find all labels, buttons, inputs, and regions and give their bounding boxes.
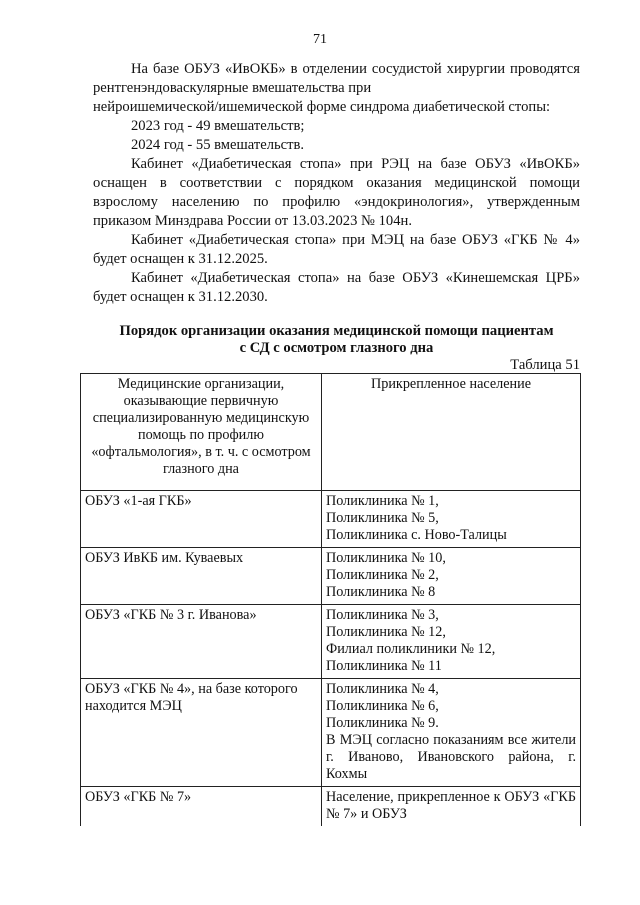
- paragraph-rec-cabinet: Кабинет «Диабетическая стопа» при РЭЦ на базе ОБУЗ «ИвОКБ» оснащен в соответствии с порядком оказания медицинской помощи взрослому населению по профилю «эндокринология», утвержденным приказом Минздрава России от 13.03.2023 № 104н.: [93, 156, 580, 229]
- org-cell: ОБУЗ ИвКБ им. Куваевых: [81, 548, 322, 605]
- attached-line: Поликлиника № 5,: [326, 510, 439, 526]
- stat-2023: 2023 год - 49 вмешательств;: [131, 118, 305, 134]
- table-caption: Таблица 51: [510, 357, 580, 373]
- body-text: [93, 60, 580, 307]
- attached-line: Население, прикрепленное к ОБУЗ «ГКБ № 7» и ОБУЗ: [326, 789, 576, 822]
- table-row: [81, 491, 581, 548]
- attached-line: Поликлиника № 1,: [326, 493, 439, 509]
- attached-line: Поликлиника № 8: [326, 584, 436, 600]
- attached-line: Поликлиника с. Ново-Талицы: [326, 527, 507, 543]
- paragraph-kineshma-cabinet: Кабинет «Диабетическая стопа» на базе ОБУЗ «Кинешемская ЦРБ» будет оснащен к 31.12.2030.: [93, 270, 580, 305]
- attached-line: Поликлиника № 6,: [326, 698, 439, 714]
- section-title: [93, 323, 580, 357]
- paragraph-surgery: [93, 60, 580, 117]
- attached-line: Поликлиника № 2,: [326, 567, 439, 583]
- table-row: [81, 679, 581, 787]
- table-header-row: [81, 374, 581, 491]
- section-title-line-1: Порядок организации оказания медицинской помощи пациентам: [119, 323, 554, 339]
- ophthalmology-table: [80, 373, 581, 826]
- attached-line: Поликлиника № 10,: [326, 550, 446, 566]
- attached-cell: [322, 605, 581, 679]
- section-title-line-2: с СД с осмотром глазного дна: [239, 340, 434, 356]
- org-cell: ОБУЗ «1-ая ГКБ»: [81, 491, 322, 548]
- paragraph-mec-cabinet: Кабинет «Диабетическая стопа» при МЭЦ на базе ОБУЗ «ГКБ № 4» будет оснащен к 31.12.2025.: [93, 232, 580, 267]
- org-cell: ОБУЗ «ГКБ № 7»: [81, 787, 322, 827]
- attached-line: Поликлиника № 9.: [326, 715, 439, 731]
- stat-2024: 2024 год - 55 вмешательств.: [131, 137, 305, 153]
- org-cell: ОБУЗ «ГКБ № 3 г. Иванова»: [81, 605, 322, 679]
- attached-line: Поликлиника № 4,: [326, 681, 439, 697]
- attached-line: Поликлиника № 3,: [326, 607, 439, 623]
- page-number: 71: [313, 32, 327, 47]
- attached-cell: [322, 679, 581, 787]
- table-row: [81, 787, 581, 827]
- paragraph-surgery-line-2: нейроишемической/ишемической форме синдрома диабетической стопы:: [93, 99, 551, 115]
- header-attached-population: Прикрепленное население: [322, 374, 581, 491]
- attached-line: Поликлиника № 12,: [326, 624, 446, 640]
- attached-cell: [322, 548, 581, 605]
- table-row: [81, 548, 581, 605]
- attached-line: Поликлиника № 11: [326, 658, 442, 674]
- attached-line: В МЭЦ согласно показаниям все жители г. Иваново, Ивановского района, г. Кохмы: [326, 732, 576, 782]
- attached-line: Филиал поликлиники № 12,: [326, 641, 496, 657]
- header-organizations: Медицинские организации, оказывающие первичную специализированную медицинскую помощь по профилю «офтальмология», в т. ч. с осмотром глазного дна: [81, 374, 322, 491]
- attached-cell: [322, 491, 581, 548]
- attached-cell: [322, 787, 581, 827]
- org-cell: ОБУЗ «ГКБ № 4», на базе которого находится МЭЦ: [81, 679, 322, 787]
- paragraph-surgery-line-1: На базе ОБУЗ «ИвОКБ» в отделении сосудистой хирургии проводятся рентгенэндоваскулярные вмешательства при: [93, 61, 580, 96]
- table-row: [81, 605, 581, 679]
